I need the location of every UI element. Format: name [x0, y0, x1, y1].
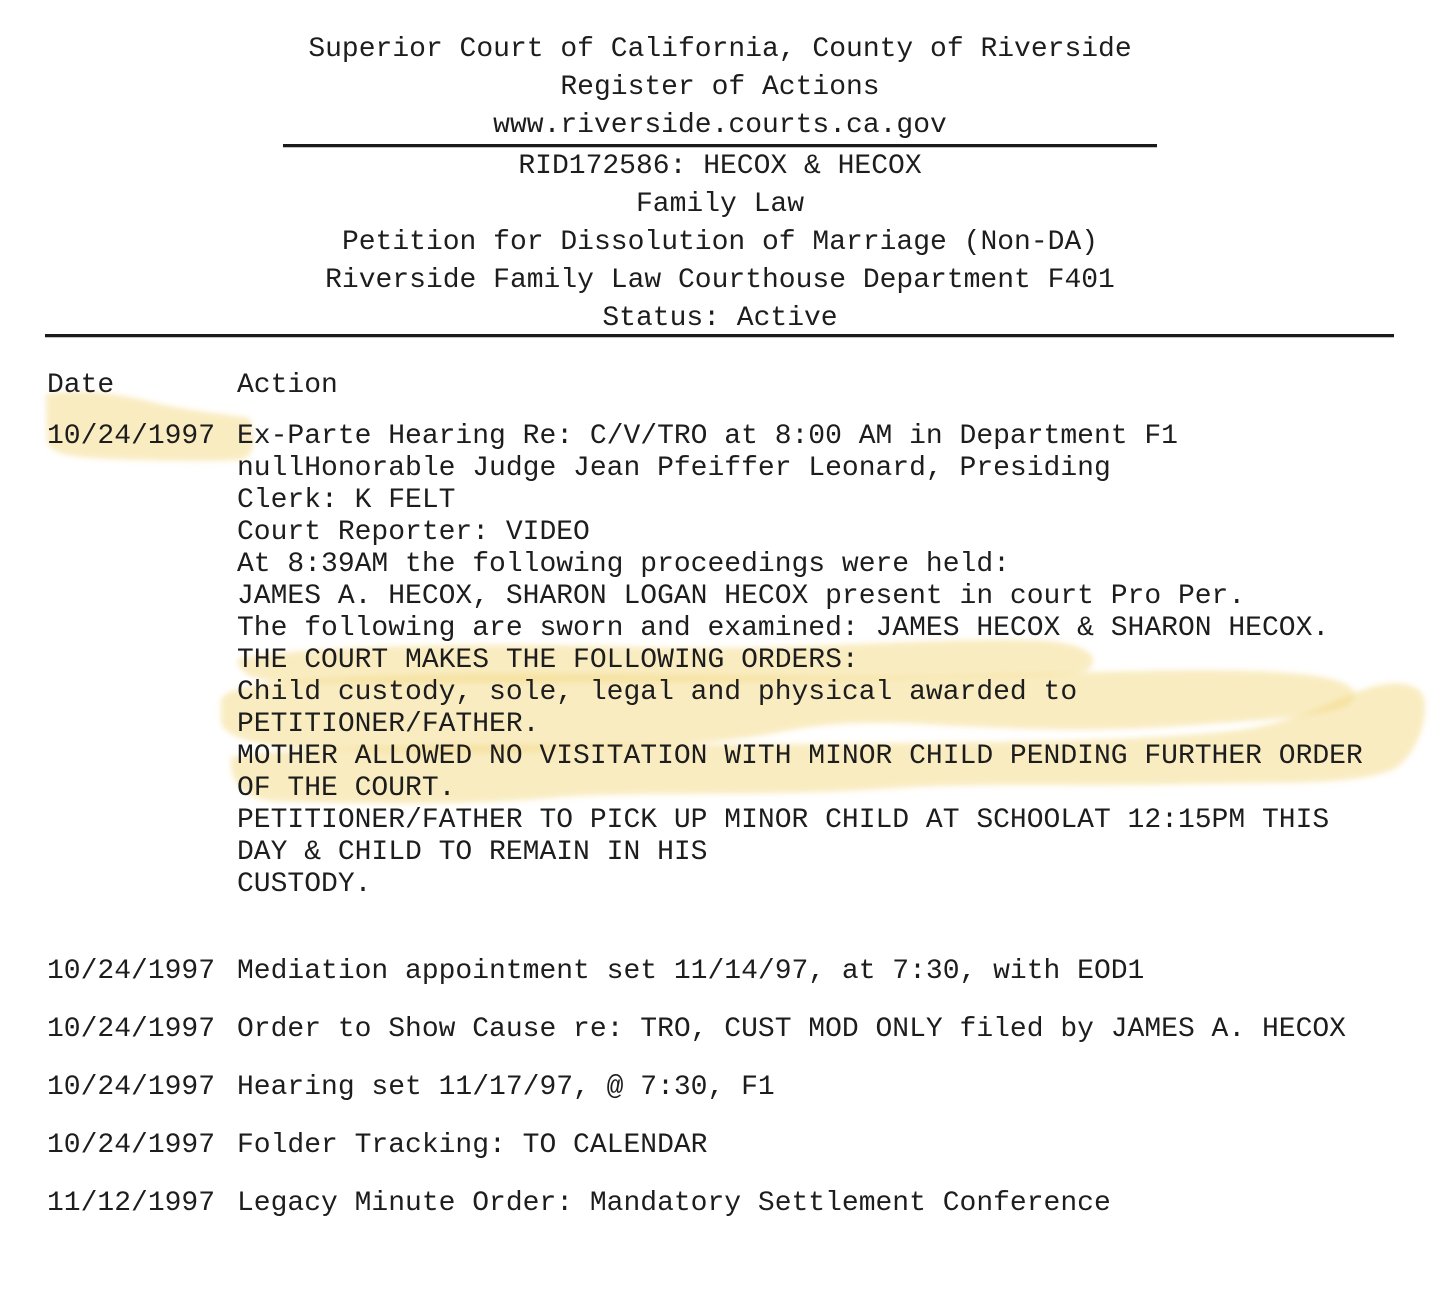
- entry-action-line: Child custody, sole, legal and physical awarded to: [237, 677, 1078, 708]
- entry-date: 10/24/1997: [47, 1130, 216, 1161]
- entry-action-line: Legacy Minute Order: Mandatory Settlement Conference: [237, 1188, 1111, 1219]
- court-name: Superior Court of California, County of Riverside: [308, 34, 1132, 65]
- entry-action-line: THE COURT MAKES THE FOLLOWING ORDERS:: [237, 645, 859, 676]
- header-divider-rule: [283, 144, 1157, 147]
- case-status: Status: Active: [602, 303, 838, 334]
- entry-action-line: PETITIONER/FATHER TO PICK UP MINOR CHILD AT SCHOOLAT 12:15PM THIS: [237, 805, 1330, 836]
- petition-title: Petition for Dissolution of Marriage (Non-DA): [341, 227, 1099, 258]
- case-id: RID172586: HECOX & HECOX: [518, 151, 922, 182]
- entry-action-line: DAY & CHILD TO REMAIN IN HIS: [237, 837, 708, 868]
- entry-action-line: PETITIONER/FATHER.: [237, 709, 540, 740]
- entry-action-line: The following are sworn and examined: JAMES HECOX & SHARON HECOX.: [237, 613, 1330, 644]
- courthouse-department: Riverside Family Law Courthouse Department F401: [325, 265, 1115, 296]
- entry-date: 10/24/1997: [47, 421, 216, 452]
- entry-action-line: OF THE COURT.: [237, 773, 456, 804]
- entry-action-line: Order to Show Cause re: TRO, CUST MOD ONLY filed by JAMES A. HECOX: [237, 1014, 1346, 1045]
- entry-action-line: nullHonorable Judge Jean Pfeiffer Leonard, Presiding: [237, 453, 1111, 484]
- entry-date: 10/24/1997: [47, 1014, 216, 1045]
- entry-action-line: Mediation appointment set 11/14/97, at 7:30, with EOD1: [237, 956, 1145, 987]
- action-column-header: Action: [237, 370, 338, 401]
- court-website: www.riverside.courts.ca.gov: [493, 110, 947, 141]
- entry-action-line: CUSTODY.: [237, 869, 372, 900]
- date-column-header: Date: [47, 370, 115, 401]
- entry-action-line: Clerk: K FELT: [237, 485, 456, 516]
- entry-date: 10/24/1997: [47, 956, 216, 987]
- entry-action-line: Hearing set 11/17/97, @ 7:30, F1: [237, 1072, 775, 1103]
- entry-action-line: JAMES A. HECOX, SHARON LOGAN HECOX present in court Pro Per.: [237, 581, 1246, 612]
- entry-date: 10/24/1997: [47, 1072, 216, 1103]
- table-divider-rule: [45, 334, 1394, 337]
- entry-date: 11/12/1997: [47, 1188, 216, 1219]
- entry-action-line: Ex-Parte Hearing Re: C/V/TRO at 8:00 AM in Department F1: [237, 421, 1178, 452]
- entry-action-line: MOTHER ALLOWED NO VISITATION WITH MINOR CHILD PENDING FURTHER ORDER: [237, 741, 1363, 772]
- entry-action-line: Folder Tracking: TO CALENDAR: [237, 1130, 708, 1161]
- entry-action-line: At 8:39AM the following proceedings were held:: [237, 549, 1010, 580]
- case-type: Family Law: [635, 189, 805, 220]
- entry-action-line: Court Reporter: VIDEO: [237, 517, 590, 548]
- register-title: Register of Actions: [560, 72, 880, 103]
